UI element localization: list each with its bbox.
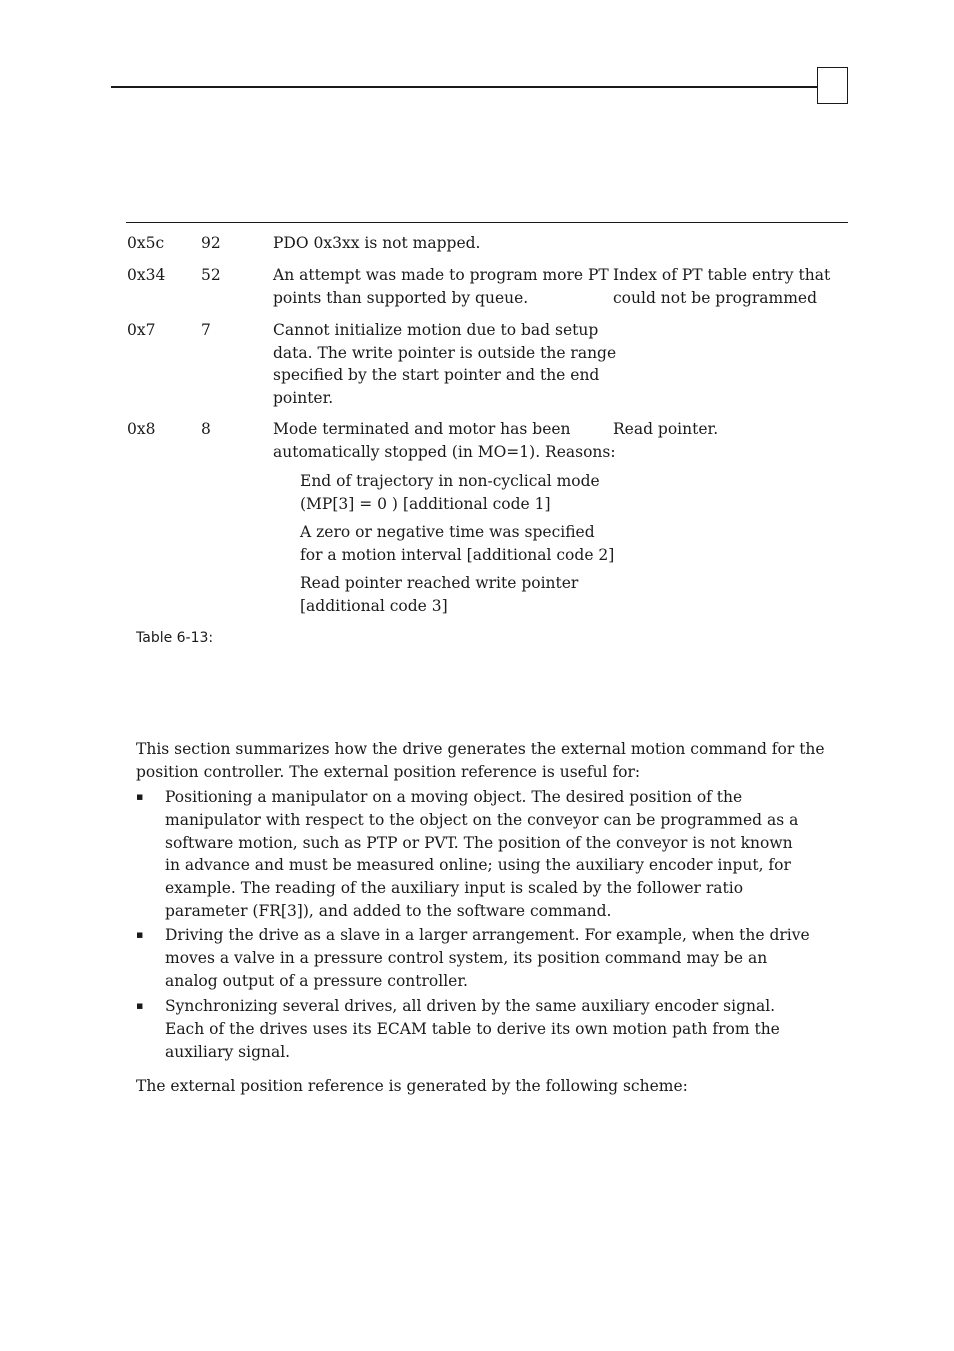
reason-item: A zero or negative time was specified for a motion interval [additional code 2] [300,523,615,564]
reason-item: End of trajectory in non-cyclical mode (MP[3] = 0 ) [additional code 1] [300,472,600,513]
error-code-hex: 0x8 [127,420,156,438]
error-description: Mode terminated and motor has been automatically stopped (in MO=1). Reasons: [273,420,616,461]
intro-paragraph: This section summarizes how the drive generates the external motion command for the position controller. The external position reference is useful for: [136,740,825,781]
error-info: Index of PT table entry that could not be programmed [613,266,831,307]
closing-paragraph: The external position reference is generated by the following scheme: [136,1077,688,1095]
bullet-item: Driving the drive as a slave in a larger arrangement. For example, when the drive moves a valve in a pressure control system, its position command may be an analog output of a pressure controller. [165,926,810,990]
page-number-box [817,67,848,104]
error-code-dec: 7 [201,321,211,339]
bullet-icon: ▪ [136,999,144,1012]
error-code-hex: 0x5c [127,234,165,252]
error-description: Cannot initialize motion due to bad setup data. The write pointer is outside the range specified by the start pointer and the end pointer. [273,321,617,407]
error-description: PDO 0x3xx is not mapped. [273,234,481,252]
error-code-dec: 8 [201,420,211,438]
bullet-item: Synchronizing several drives, all driven by the same auxiliary encoder signal. Each of the drives uses its ECAM table to derive its own motion path from the auxiliary signal. [165,997,780,1061]
error-description: An attempt was made to program more PT points than supported by queue. [273,266,609,307]
error-info: Read pointer. [613,420,719,438]
reason-item: Read pointer reached write pointer [additional code 3] [300,574,579,615]
error-code-hex: 0x34 [127,266,166,284]
table-top-rule [126,222,848,223]
error-code-hex: 0x7 [127,321,156,339]
bullet-icon: ▪ [136,928,144,941]
table-caption: Table 6-13: [136,630,214,646]
bullet-item: Positioning a manipulator on a moving object. The desired position of the manipulator with respect to the object on the conveyor can be programmed as a software motion, such as PTP or PVT. The position of the conveyor is not known in advance and must be measured online; using the auxiliary encoder input, for example. The reading of the auxiliary input is scaled by the follower ratio parameter (FR[3]), and added to the software command. [165,788,799,920]
header-rule [111,86,818,88]
bullet-icon: ▪ [136,790,144,803]
error-code-dec: 52 [201,266,221,284]
error-code-dec: 92 [201,234,221,252]
